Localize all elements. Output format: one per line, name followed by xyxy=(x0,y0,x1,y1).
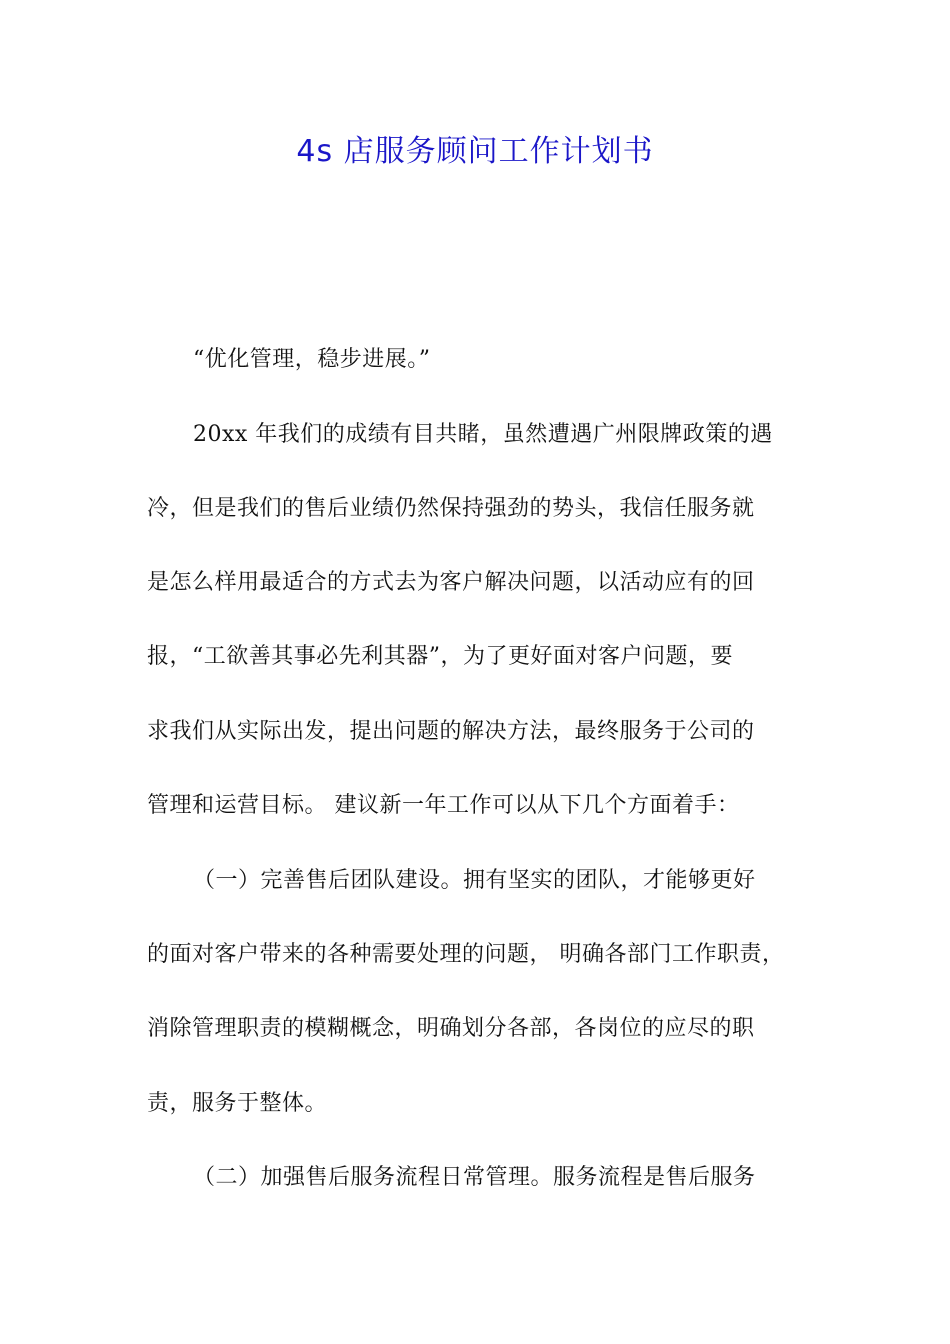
paragraph-line: 20xx 年我们的成绩有目共睹，虽然遭遇广州限牌政策的遇 xyxy=(193,422,773,447)
paragraph-line: “优化管理，稳步进展。” xyxy=(193,347,431,372)
paragraph-line: 报，“工欲善其事必先利其器”，为了更好面对客户问题，要 xyxy=(147,644,733,669)
paragraph-line: （一）完善售后团队建设。拥有坚实的团队，才能够更好 xyxy=(193,868,756,893)
paragraph-line: 责，服务于整体。 xyxy=(147,1091,328,1116)
paragraph-line: （二）加强售后服务流程日常管理。服务流程是售后服务 xyxy=(193,1165,756,1190)
paragraph-line: 冷，但是我们的售后业绩仍然保持强劲的势头，我信任服务就 xyxy=(147,496,755,521)
paragraph-line: 管理和运营目标。 建议新一年工作可以从下几个方面着手： xyxy=(147,793,740,818)
paragraph-line: 是怎么样用最适合的方式去为客户解决问题，以活动应有的回 xyxy=(147,570,755,595)
paragraph-line: 的面对客户带来的各种需要处理的问题， 明确各部门工作职责， xyxy=(147,942,785,967)
document-title: 4s 店服务顾问工作计划书 xyxy=(296,134,654,169)
paragraph-line: 消除管理职责的模糊概念，明确划分各部，各岗位的应尽的职 xyxy=(147,1016,755,1041)
paragraph-line: 求我们从实际出发，提出问题的解决方法，最终服务于公司的 xyxy=(147,719,755,744)
